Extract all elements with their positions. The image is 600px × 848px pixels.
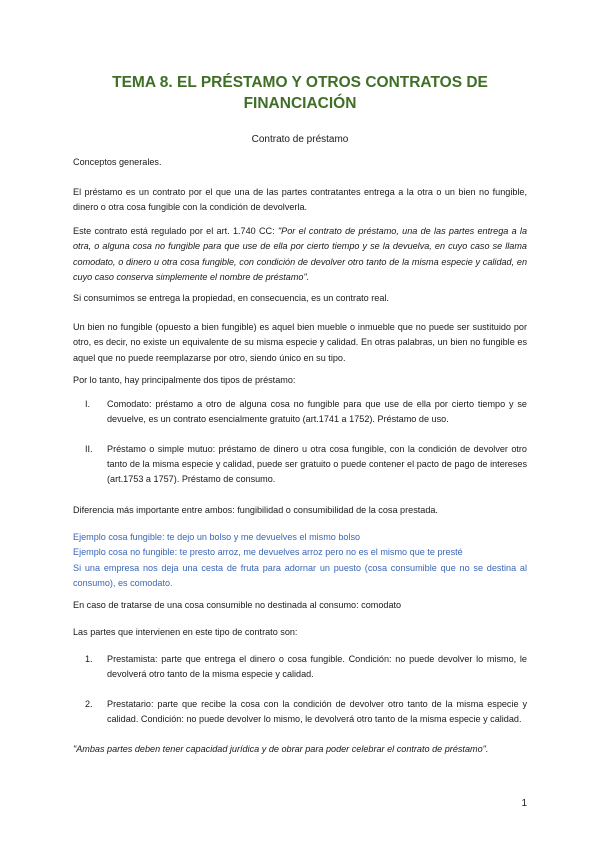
regulation-quote: "Por el contrato de préstamo, una de las partes entrega a la otra, o alguna cosa no fungible para que use de ella por cierto tiempo y se la devuelva, en cuyo caso se llama comodato, o dinero u otra cosa fungible, con condición de devolver otro tanto de la misma especie y calidad, en cuyo caso conserva simplemente el nombre de préstamo".: [73, 226, 528, 282]
page-number: 1: [521, 798, 527, 809]
closing-quote: [73, 742, 527, 757]
closing-quote-text: "Ambas partes deben tener capacidad jurídica y de obrar para poder celebrar el contrato de préstamo".: [73, 744, 489, 754]
regulation-intro: Este contrato está regulado por el art. 1.740 CC:: [73, 226, 278, 236]
paragraph-definition: El préstamo es un contrato por el que una de las partes contratantes entrega a la otra o un bien no fungible, dinero o otra cosa fungible con la condición de devolverla.: [73, 187, 527, 213]
paragraph-parties-intro: Las partes que intervienen en este tipo de contrato son:: [73, 627, 298, 637]
paragraph-difference: Diferencia más importante entre ambos: fungibilidad o consumibilidad de la cosa prestada.: [73, 505, 438, 515]
parties-list: [73, 652, 527, 727]
paragraph-real-contract: Si consumimos se entrega la propiedad, en consecuencia, es un contrato real.: [73, 293, 389, 303]
list-item: [73, 442, 527, 488]
loan-types-list: [73, 397, 527, 487]
example-company: Si una empresa nos deja una cesta de fruta para adornar un puesto (cosa consumible que no se destina al consumo), es comodato.: [73, 562, 527, 588]
subtitle: Contrato de préstamo: [251, 134, 349, 145]
list-marker: 2.: [85, 698, 93, 709]
paragraph-non-fungible: Un bien no fungible (opuesto a bien fungible) es aquel bien mueble o inmueble que no puede ser sustituido por otro, es decir, no existe un equivalente de su misma especie y calidad. En otras palabras, un bien no fungible es aquel que no puede reemplazarse por otro, siendo único en su tipo.: [73, 322, 527, 363]
list-marker: 1.: [85, 654, 93, 664]
section-heading: Conceptos generales.: [73, 157, 162, 167]
list-marker: I.: [85, 399, 91, 409]
document-title: TEMA 8. EL PRÉSTAMO Y OTROS CONTRATOS DE FINANCIACIÓN: [112, 74, 488, 112]
list-item: [73, 652, 527, 683]
paragraph-consumable: En caso de tratarse de una cosa consumible no destinada al consumo: comodato: [73, 600, 402, 610]
examples-block: [73, 530, 527, 591]
list-item: [73, 697, 527, 728]
example-non-fungible: Ejemplo cosa no fungible: te presto arroz, me devuelves arroz pero no es el mismo que te presté: [73, 547, 463, 558]
list-item-text: Prestamista: parte que entrega el dinero o cosa fungible. Condición: no puede devolver lo mismo, le devolverá otro tanto de la misma especie y calidad.: [107, 654, 527, 680]
list-item: [73, 397, 527, 428]
paragraph-types-intro: Por lo tanto, hay principalmente dos tipos de préstamo:: [73, 375, 296, 385]
list-item-text: Prestatario: parte que recibe la cosa con la condición de devolver otro tanto de la misma especie y calidad. Condición: no puede devolver lo mismo, le devolverá otro tanto de la misma especie y calidad.: [107, 698, 527, 724]
list-item-text: Préstamo o simple mutuo: préstamo de dinero u otra cosa fungible, con la condición de devolver otro tanto de la misma especie y calidad, puede ser gratuito o puede contener el pacto de pago de intereses (art.1753 a 1757). Préstamo de consumo.: [107, 443, 527, 485]
list-item-text: Comodato: préstamo a otro de alguna cosa no fungible para que use de ella por cierto tiempo y se devuelve, es un contrato esencialmente gratuito (art.1741 a 1752). Préstamo de uso.: [107, 399, 527, 425]
paragraph-regulation: [73, 224, 527, 285]
list-marker: II.: [85, 443, 93, 454]
example-fungible: Ejemplo cosa fungible: te dejo un bolso y me devuelves el mismo bolso: [73, 532, 361, 542]
